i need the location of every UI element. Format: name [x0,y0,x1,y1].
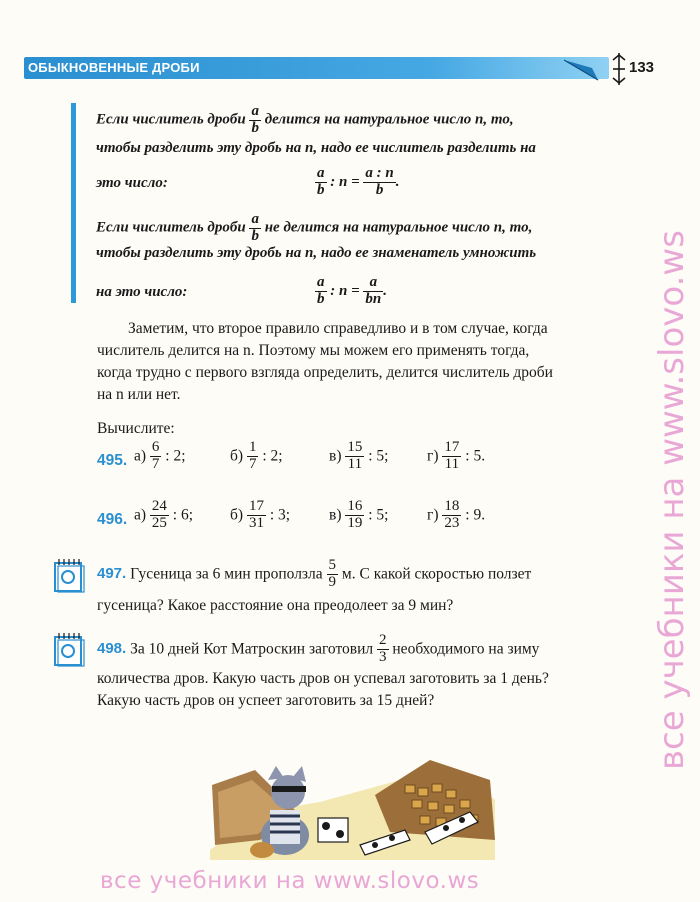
fraction-a-over-b: $\frac{a}{b}$ [251,211,259,244]
fraction: $\frac{2}{3}$ [379,632,387,665]
rule2-line1: Если числитель дроби $\frac{a}{b}$ не делится на натуральное число n, то, [96,211,533,244]
exercise-item: г) $\frac{18}{23}$ : 9. [427,498,486,531]
problem-number: 498. [97,639,127,657]
exercise-number: 496. [97,511,128,528]
problem-497-line1: 497. Гусеница за 6 мин проползла $\frac{5}{9}$ м. С какой скоростью ползет [97,557,532,590]
page-marker-icon [610,51,628,87]
problem-498-line3: Какую часть дров он успеет заготовить за 15 дней? [97,692,435,709]
vertical-watermark [641,110,700,780]
rule1-line2: чтобы разделить эту дробь на n, надо ее числитель разделить на [96,140,536,156]
rule-accent-bar [71,103,76,303]
exercise-item: в) $\frac{15}{11}$ : 5; [329,439,389,472]
notepad-icon [51,631,85,667]
svg-text:все учебники на www.slovo.ws: все учебники на www.slovo.ws [652,230,692,770]
exercise-item: а) $\frac{6}{7}$ : 2; [134,439,186,472]
note-line3: когда трудно с первого взгляда определить, делится числитель дроби [97,364,553,381]
exercise-number: 495. [97,452,128,469]
notepad-icon [51,557,85,593]
chapter-header [24,57,655,81]
note-line2: числитель делится на n. Поэтому мы можем его применять тогда, [97,342,530,359]
chapter-title: ОБЫКНОВЕННЫЕ ДРОБИ [28,60,200,75]
fraction-a-over-b: $\frac{a}{b}$ [251,103,259,136]
page-number: 133 [629,59,655,76]
rule1-line3: это число: [96,175,168,191]
fraction: $\frac{5}{9}$ [328,557,337,590]
exercise-item: б) $\frac{1}{7}$ : 2; [230,439,283,472]
arrow-icon [562,54,602,84]
rule2-line3: на это число: [96,284,188,300]
rule1-formula: $\frac{a}{b}$ : n = $\frac{a : n}{b}$ . [317,165,400,198]
problem-498-line1: 498. За 10 дней Кот Матроскин заготовил $\frac{2}{3}$ необходимого на зиму [97,632,540,665]
bottom-watermark: все учебники на www.slovo.ws [100,868,480,894]
problem-497-line2: гусеница? Какое расстояние она преодолеет за 9 мин? [97,597,454,614]
rule2-formula: $\frac{a}{b}$ : n = $\frac{a}{bn}$ . [317,274,387,307]
cat-matroskin-illustration [200,740,500,865]
rule1-line1: Если числитель дроби $\frac{a}{b}$ делится на натуральное число n, то, [96,103,514,136]
exercise-item: г) $\frac{17}{11}$ : 5. [427,439,486,472]
note-line1: Заметим, что второе правило справедливо и в том случае, когда [128,320,548,337]
exercise-item: б) $\frac{17}{31}$ : 3; [230,498,291,531]
compute-label: Вычислите: [97,420,175,437]
rule2-line2: чтобы разделить эту дробь на n, надо ее знаменатель умножить [96,245,537,261]
exercise-item: а) $\frac{24}{25}$ : 6; [134,498,194,531]
note-line4: на n или нет. [97,386,181,403]
problem-number: 497. [97,564,127,582]
exercise-item: в) $\frac{16}{19}$ : 5; [329,498,389,531]
problem-498-line2: количества дров. Какую часть дров он успевал заготовить за 1 день? [97,670,549,687]
